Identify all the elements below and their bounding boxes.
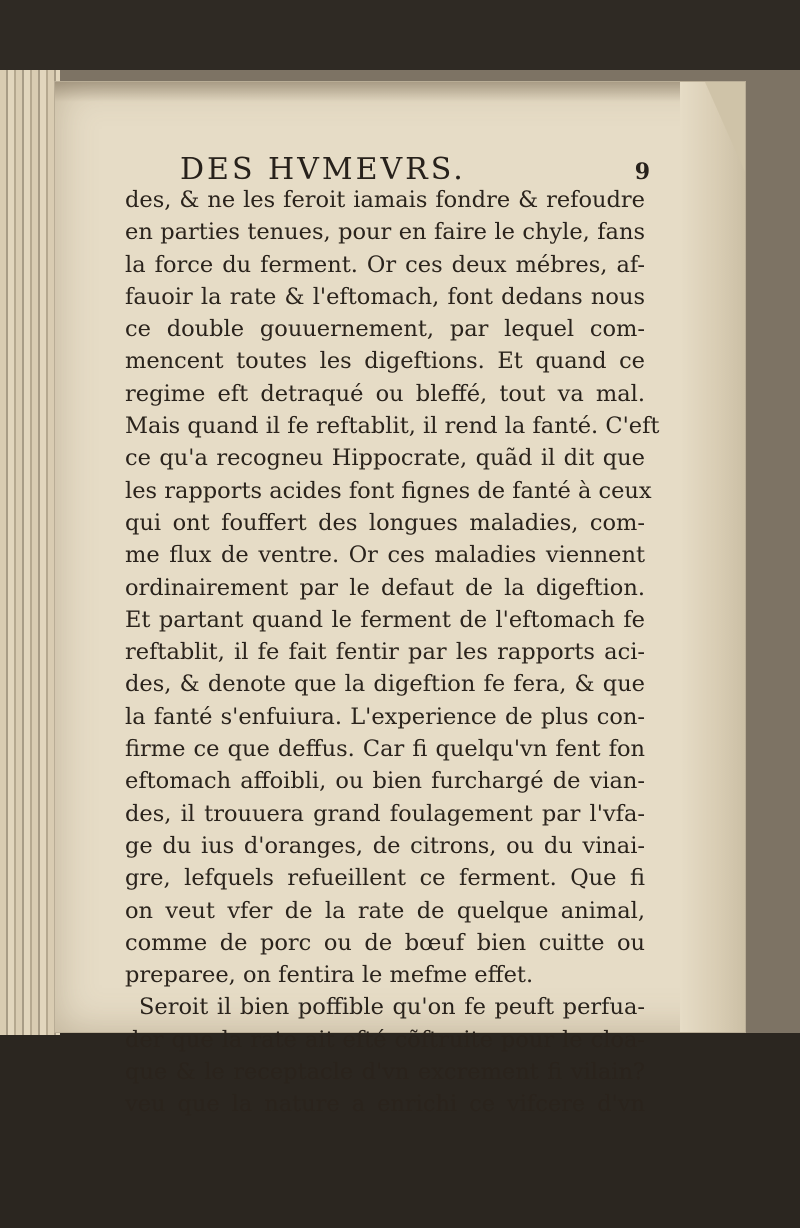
text-line: comme de porc ou de bœuf bien cuitte ou	[125, 929, 645, 956]
text-line: eftomach affoibli, ou bien furchargé de vian-	[125, 768, 645, 795]
page-shadow	[55, 82, 745, 102]
text-line: les rapports acides font fignes de fanté à ceux	[125, 477, 652, 504]
text-line: ce double gouuernement, par lequel com-	[125, 316, 645, 343]
text-line: me flux de ventre. Or ces maladies viennent	[125, 542, 645, 569]
text-line: regime eft detraqué ou bleffé, tout va mal.	[125, 380, 645, 407]
running-head: DES HVMEVRS.	[180, 152, 466, 187]
text-line: ce qu'a recogneu Hippocrate, quãd il dit que	[125, 445, 645, 472]
body-text	[125, 184, 660, 1121]
text-line: des, & ne les feroit iamais fondre & refoudre	[125, 187, 645, 213]
text-line: Seroit il bien poffible qu'on fe peuft perfua-	[139, 994, 645, 1021]
text-line: en parties tenues, pour en faire le chyle, fans	[125, 219, 645, 246]
book-page-edges	[0, 70, 60, 1035]
page-header	[180, 152, 650, 187]
text-line: der que la rate ait efté cõftruite pour le cloa-	[125, 1026, 645, 1053]
text-line: des, & denote que la digeftion fe fera, & que	[125, 671, 645, 698]
text-line: des, il trouuera grand foulagement par l'vfa-	[125, 800, 645, 827]
text-line: firme ce que deffus. Car fi quelqu'vn fent fon	[125, 736, 645, 763]
page-right-edge	[680, 82, 745, 1032]
text-line: la fanté s'enfuiura. L'experience de plus con-	[125, 703, 645, 730]
text-line: preparee, on fentira le mefme effet.	[125, 962, 534, 989]
text-line: gre, lefquels refueillent ce ferment. Que fi	[125, 865, 645, 892]
text-line: ordinairement par le defaut de la digeftion.	[125, 574, 645, 601]
text-line: veu que la nature a enrichi ce vifcere d'vn	[125, 1091, 645, 1118]
text-line: qui ont fouffert des longues maladies, com-	[125, 509, 645, 536]
text-line: mencent toutes les digeftions. Et quand ce	[125, 348, 645, 375]
text-line: Mais quand il fe reftablit, il rend la fanté. C'eft	[125, 413, 660, 440]
text-line: que & le receptacle d'vn excrement fi vilain?	[125, 1059, 645, 1086]
text-line: on veut vfer de la rate de quelque animal,	[125, 897, 645, 924]
page-number: 9	[634, 159, 650, 185]
text-line: fauoir la rate & l'eftomach, font dedans nous	[125, 283, 645, 310]
page-corner	[705, 82, 745, 172]
text-line: Et partant quand le ferment de l'eftomach fe	[125, 606, 645, 633]
text-line: la force du ferment. Or ces deux mébres, af-	[125, 251, 645, 278]
text-line: reftablit, il fe fait fentir par les rapports aci-	[125, 639, 645, 666]
book-page	[55, 82, 745, 1118]
text-line: ge du ius d'oranges, de citrons, ou du vinai-	[125, 832, 645, 859]
